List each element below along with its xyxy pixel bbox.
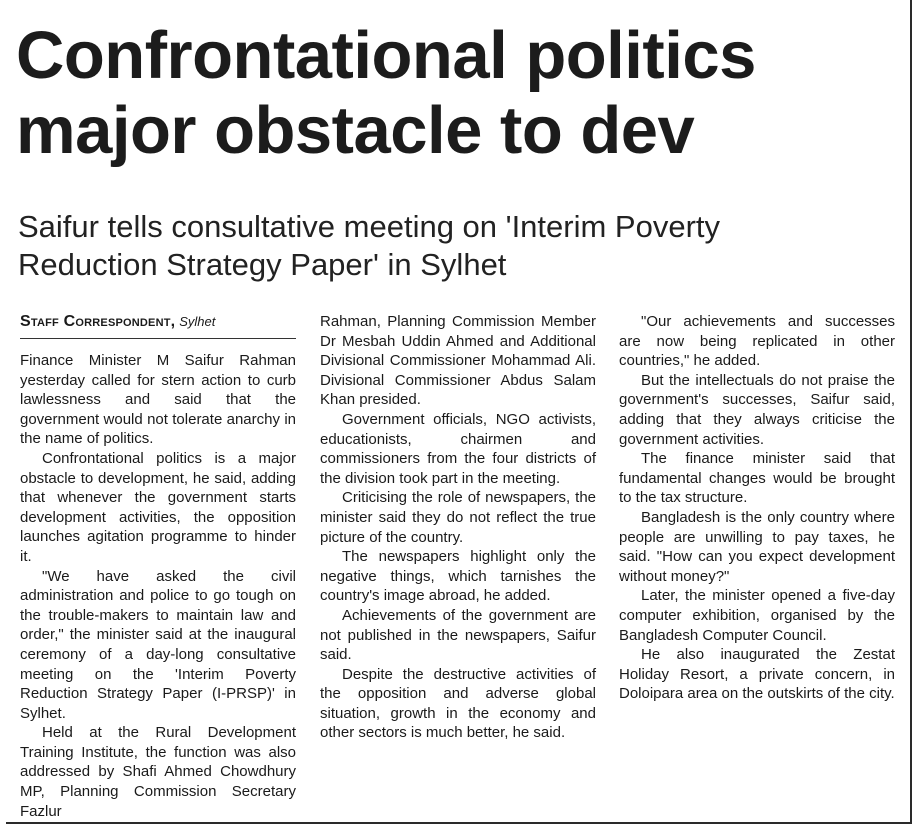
- paragraph: Achievements of the government are not published in the newspapers, Saifur said.: [320, 606, 596, 664]
- byline-name: Staff Correspondent,: [20, 313, 176, 330]
- paragraph: Rahman, Planning Commission Member Dr Mesbah Uddin Ahmed and Additional Divisional Commissioner Mohammad Ali. Divisional Commissioner Abdus Salam Khan presided.: [320, 313, 596, 409]
- article-column-1: [20, 312, 296, 821]
- paragraph: Bangladesh is the only country where people are unwilling to pay taxes, he said. "How can you expect development without money?": [619, 508, 895, 585]
- paragraph: Criticising the role of newspapers, the minister said they do not reflect the true picture of the country.: [320, 489, 596, 546]
- paragraph: He also inaugurated the Zestat Holiday Resort, a private concern, in Doloipara area on the outskirts of the city.: [619, 646, 895, 703]
- paragraph: "Our achievements and successes are now being replicated in other countries," he added.: [619, 313, 895, 370]
- paragraph: Despite the destructive activities of the opposition and adverse global situation, growth in the economy and other sectors is much better, he said.: [320, 665, 596, 742]
- headline: [16, 18, 896, 168]
- paragraph: The newspapers highlight only the negative things, which tarnishes the country's image abroad, he added.: [320, 548, 596, 605]
- subheadline-line-1: Saifur tells consultative meeting on 'Interim Poverty: [18, 209, 721, 244]
- headline-line-1: Confrontational politics: [16, 18, 756, 93]
- subheadline: [18, 208, 898, 284]
- paragraph: Government officials, NGO activists, educationists, chairmen and commissioners from the four districts of the division took part in the meeting.: [320, 410, 596, 487]
- byline-place: Sylhet: [179, 314, 216, 329]
- article-column-3: [619, 312, 895, 704]
- paragraph: Held at the Rural Development Training Institute, the function was also addressed by Shafi Ahmed Chowdhury MP, Planning Commission Secretary Fazlur: [20, 724, 296, 820]
- byline: [20, 312, 296, 339]
- paragraph: The finance minister said that fundamental changes would be brought to the tax structure.: [619, 450, 895, 507]
- subheadline-line-2: Reduction Strategy Paper' in Sylhet: [18, 247, 507, 282]
- paragraph: Confrontational politics is a major obstacle to development, he said, adding that whenever the government starts development activities, the opposition launches agitation programme to hinder it.: [20, 449, 296, 565]
- paragraph: Later, the minister opened a five-day computer exhibition, organised by the Bangladesh Computer Council.: [619, 587, 895, 644]
- paragraph: But the intellectuals do not praise the government's successes, Saifur said, adding that they always criticise the government activities.: [619, 371, 895, 448]
- paragraph: Finance Minister M Saifur Rahman yesterday called for stern action to curb lawlessness and said that the government would not tolerate anarchy in the name of politics.: [20, 352, 296, 448]
- headline-line-2: major obstacle to dev: [16, 93, 695, 168]
- article-column-2: [320, 312, 596, 743]
- paragraph: "We have asked the civil administration and police to go tough on the trouble-makers to maintain law and order," the minister said at the inaugural ceremony of a day-long consultative meeting on the 'Interim Poverty Reduction Strategy Paper (I-PRSP)' in Sylhet.: [20, 567, 296, 722]
